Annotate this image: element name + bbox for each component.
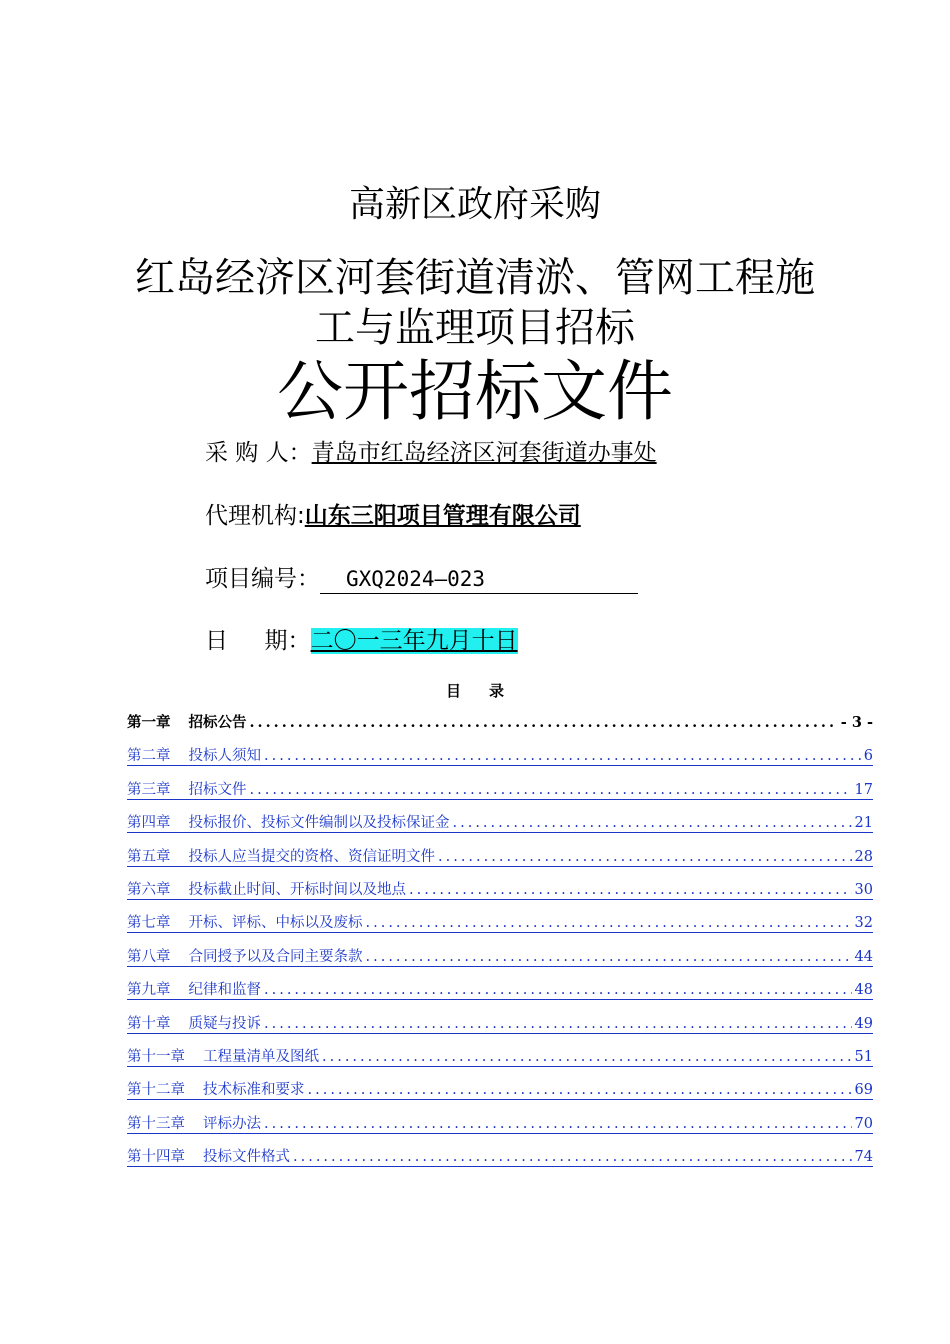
toc-entry-title: 评标办法 (203, 1115, 261, 1132)
toc-page-number: 51 (854, 1048, 873, 1065)
agency-row (205, 500, 581, 532)
toc-page-number: - 3 - (840, 714, 873, 731)
toc-link-underline (127, 1033, 873, 1034)
toc-chapter: 第二章 (127, 748, 171, 765)
date-row (205, 625, 518, 657)
header-line-1: 高新区政府采购 (348, 184, 601, 225)
toc-chapter: 第四章 (127, 815, 171, 832)
toc-entry[interactable] (127, 812, 873, 845)
header-line-2: 红岛经济区河套街道清淤、管网工程施 (135, 255, 815, 301)
toc-entry-title: 投标文件格式 (203, 1149, 290, 1166)
toc-leader-dots (366, 912, 852, 934)
toc-leader-dots (453, 812, 852, 834)
toc-entry-title: 投标人须知 (188, 748, 261, 765)
project-code-value: GXQ2024—023 (320, 565, 638, 594)
toc-link-underline (127, 1166, 873, 1167)
toc-chapter: 第十二章 (127, 1082, 185, 1099)
toc-leader-dots (264, 1113, 852, 1135)
toc-link-underline (127, 1133, 873, 1134)
toc-chapter: 第五章 (127, 848, 171, 865)
toc-entry-title: 招标公告 (188, 714, 247, 731)
agency-label: 代理机构: (205, 503, 305, 529)
toc-entry[interactable] (127, 1113, 873, 1146)
toc-entry[interactable] (127, 946, 873, 979)
toc-chapter: 第十一章 (127, 1048, 185, 1065)
toc-entry-title: 投标报价、投标文件编制以及投标保证金 (188, 815, 450, 832)
toc-chapter: 第一章 (127, 714, 171, 731)
toc-entry[interactable] (127, 1046, 873, 1079)
toc-entry[interactable] (127, 779, 873, 812)
toc-leader-dots (438, 846, 852, 868)
toc-page-number: 17 (854, 781, 873, 798)
toc-link-underline (127, 866, 873, 867)
toc-chapter: 第九章 (127, 982, 171, 999)
date-value: 二〇一三年九月十日 (310, 628, 518, 654)
purchaser-row (205, 437, 657, 469)
toc-link-underline (127, 899, 873, 900)
toc-entry-title: 纪律和监督 (188, 982, 261, 999)
purchaser-value: 青岛市红岛经济区河套街道办事处 (311, 440, 657, 466)
toc-link-underline (127, 765, 873, 766)
purchaser-label: 采 购 人： (205, 440, 312, 466)
toc-chapter: 第八章 (127, 948, 171, 965)
toc-chapter: 第三章 (127, 781, 171, 798)
toc-link-underline (127, 799, 873, 800)
toc-entry-title: 合同授予以及合同主要条款 (188, 948, 363, 965)
toc-link-underline (127, 932, 873, 933)
table-of-contents (127, 712, 873, 1179)
toc-link-underline (127, 1066, 873, 1067)
toc-chapter: 第七章 (127, 915, 171, 932)
toc-entry-title: 技术标准和要求 (203, 1082, 305, 1099)
toc-entry-title: 工程量清单及图纸 (203, 1048, 319, 1065)
toc-page-number: 21 (854, 815, 873, 832)
toc-page-number: 30 (854, 881, 873, 898)
toc-leader-dots (250, 779, 852, 801)
toc-link-underline (127, 1099, 873, 1100)
toc-page-number: 28 (854, 848, 873, 865)
project-code-row (205, 563, 638, 595)
toc-entry-title: 质疑与投诉 (188, 1015, 261, 1032)
toc-entry[interactable] (127, 1013, 873, 1046)
toc-leader-dots (409, 879, 852, 901)
toc-leader-dots (308, 1079, 852, 1101)
date-label: 日 期： (205, 628, 311, 654)
toc-entry-title: 开标、评标、中标以及废标 (188, 915, 363, 932)
toc-title: 目录 (445, 682, 532, 700)
toc-entry[interactable] (127, 1079, 873, 1112)
toc-leader-dots (264, 745, 861, 767)
toc-entry[interactable] (127, 1146, 873, 1179)
toc-page-number: 69 (854, 1082, 873, 1099)
toc-entry[interactable] (127, 879, 873, 912)
header-line-3: 工与监理项目招标 (315, 305, 635, 351)
toc-link-underline (127, 832, 873, 833)
toc-leader-dots (250, 712, 838, 734)
toc-entry-title: 投标截止时间、开标时间以及地点 (188, 881, 406, 898)
toc-leader-dots (366, 946, 852, 968)
toc-page-number: 74 (854, 1149, 873, 1166)
toc-leader-dots (264, 979, 852, 1001)
toc-entry[interactable] (127, 846, 873, 879)
toc-page-number: 44 (854, 948, 873, 965)
toc-entry-title: 投标人应当提交的资格、资信证明文件 (188, 848, 435, 865)
agency-value: 山东三阳项目管理有限公司 (304, 503, 581, 529)
toc-chapter: 第十四章 (127, 1149, 185, 1166)
toc-page-number: 6 (863, 748, 873, 765)
toc-entry[interactable] (127, 979, 873, 1012)
toc-chapter: 第十三章 (127, 1115, 185, 1132)
toc-chapter: 第十章 (127, 1015, 171, 1032)
toc-page-number: 70 (854, 1115, 873, 1132)
toc-link-underline (127, 999, 873, 1000)
toc-entry (127, 712, 873, 745)
toc-leader-dots (264, 1013, 852, 1035)
toc-leader-dots (322, 1046, 852, 1068)
toc-leader-dots (293, 1146, 852, 1168)
toc-entry[interactable] (127, 745, 873, 778)
toc-entry[interactable] (127, 912, 873, 945)
toc-page-number: 32 (854, 915, 873, 932)
toc-link-underline (127, 966, 873, 967)
document-title: 公开招标文件 (277, 353, 673, 430)
toc-page-number: 48 (854, 982, 873, 999)
toc-entry-title: 招标文件 (188, 781, 247, 798)
toc-page-number: 49 (854, 1015, 873, 1032)
project-code-label: 项目编号： (205, 566, 320, 592)
toc-chapter: 第六章 (127, 881, 171, 898)
